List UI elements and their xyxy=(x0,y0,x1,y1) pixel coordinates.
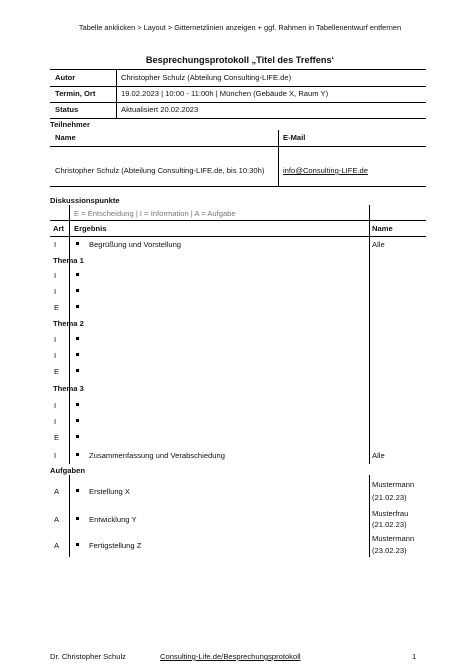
participant-email-link[interactable]: info@Consulting-LIFE.de xyxy=(283,166,368,175)
discussion-legend: E = Entscheidung | I = Information | A = Aufgabe xyxy=(74,209,236,218)
info-label-date: Termin, Ort xyxy=(55,89,96,98)
bullet-icon xyxy=(76,337,79,340)
bullet-icon xyxy=(76,369,79,372)
participants-col-name: Name xyxy=(55,133,76,142)
topic-title: Thema 2 xyxy=(53,319,84,328)
row-name[interactable]: Alle xyxy=(372,451,385,460)
row-type: I xyxy=(54,240,57,249)
row-type: E xyxy=(54,303,60,312)
participants-heading: Teilnehmer xyxy=(50,120,90,129)
row-name[interactable]: Alle xyxy=(372,240,385,249)
task-name[interactable]: Mustermann xyxy=(372,480,415,489)
bullet-icon xyxy=(76,517,79,520)
task-type: A xyxy=(54,487,60,496)
row-type: I xyxy=(54,401,57,410)
task-name[interactable]: Mustermann xyxy=(372,534,415,543)
bullet-icon xyxy=(76,543,79,546)
discussion-col-type: Art xyxy=(53,224,64,233)
row-type: I xyxy=(54,287,57,296)
row-type: I xyxy=(54,271,57,280)
document-title: Besprechungsprotokoll „Titel des Treffens‘ xyxy=(145,55,335,65)
footer-author: Dr. Christopher Schulz xyxy=(50,652,126,661)
task-name[interactable]: Musterfrau xyxy=(372,509,409,518)
bullet-icon xyxy=(76,403,79,406)
row-type: I xyxy=(54,451,57,460)
participant-name[interactable]: Christopher Schulz (Abteilung Consulting-LIFE.de, bis 10:30h) xyxy=(55,166,265,175)
task-date[interactable]: (21.02.23) xyxy=(372,520,407,529)
bullet-icon xyxy=(76,453,79,456)
info-value-author[interactable]: Christopher Schulz (Abteilung Consulting-LIFE.de) xyxy=(121,73,292,82)
row-type: I xyxy=(54,351,57,360)
footer-page-number: 1 xyxy=(412,652,417,661)
bullet-icon xyxy=(76,435,79,438)
row-type: E xyxy=(54,433,60,442)
task-text[interactable]: Entwicklung Y xyxy=(89,515,137,524)
task-text[interactable]: Erstellung X xyxy=(89,487,130,496)
bullet-icon xyxy=(76,242,79,245)
task-date[interactable]: (21.02.23) xyxy=(372,493,407,502)
task-type: A xyxy=(54,541,60,550)
row-type: I xyxy=(54,335,57,344)
task-text[interactable]: Fertigstellung Z xyxy=(89,541,142,550)
topic-title: Thema 1 xyxy=(53,256,84,265)
bullet-icon xyxy=(76,353,79,356)
layout-hint: Tabelle anklicken > Layout > Gitternetzlinien anzeigen + ggf. Rahmen in Tabellenentwurf entfernen xyxy=(78,23,402,32)
discussion-heading: Diskussionspunkte xyxy=(50,196,120,205)
bullet-icon xyxy=(76,419,79,422)
info-label-author: Autor xyxy=(55,73,76,82)
row-text[interactable]: Begrüßung und Vorstellung xyxy=(89,240,182,249)
topic-title: Thema 3 xyxy=(53,384,84,393)
bullet-icon xyxy=(76,489,79,492)
row-text[interactable]: Zusammenfassung und Verabschiedung xyxy=(89,451,225,460)
info-value-status[interactable]: Aktualisiert 20.02.2023 xyxy=(121,105,199,114)
task-date[interactable]: (23.02.23) xyxy=(372,546,407,555)
discussion-col-name: Name xyxy=(372,224,393,233)
bullet-icon xyxy=(76,273,79,276)
info-label-status: Status xyxy=(55,105,79,114)
task-type: A xyxy=(54,515,60,524)
bullet-icon xyxy=(76,305,79,308)
tasks-heading: Aufgaben xyxy=(50,466,86,475)
row-type: E xyxy=(54,367,60,376)
row-type: I xyxy=(54,417,57,426)
participants-col-email: E-Mail xyxy=(283,133,306,142)
discussion-col-result: Ergebnis xyxy=(74,224,107,233)
footer-link[interactable]: Consulting-Life.de/Besprechungsprotokoll xyxy=(160,652,301,661)
bullet-icon xyxy=(76,289,79,292)
info-value-date[interactable]: 19.02.2023 | 10:00 - 11:00h | München (Gebäude X, Raum Y) xyxy=(121,89,329,98)
